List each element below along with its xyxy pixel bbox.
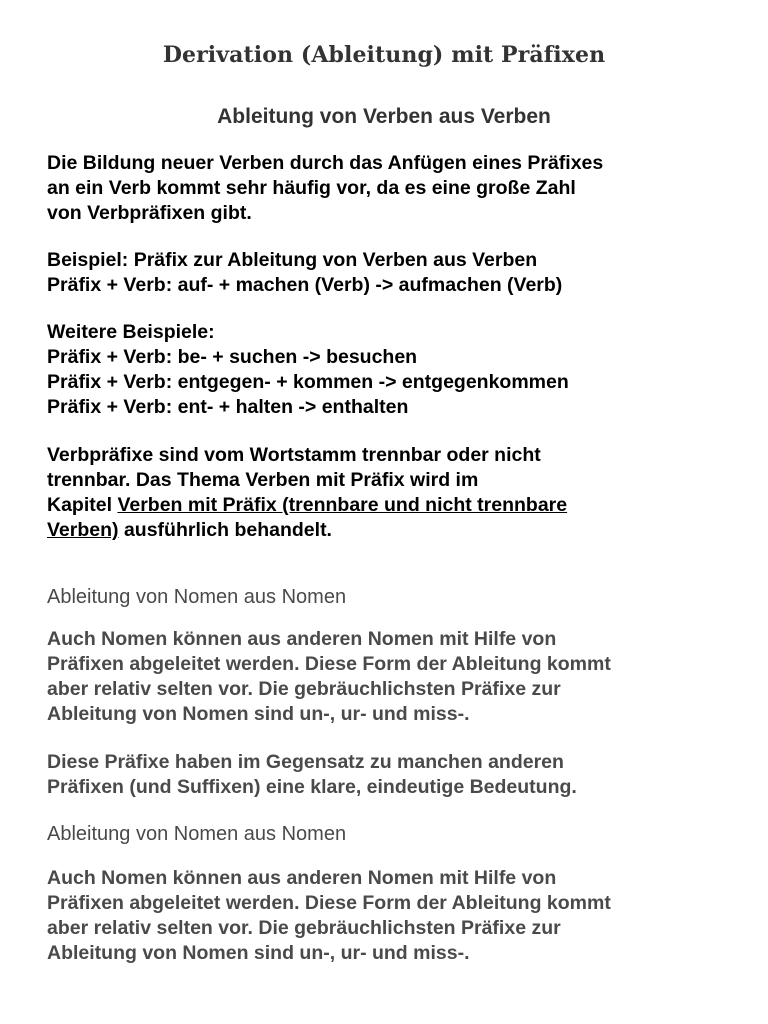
text-line: aber relativ selten vor. Die gebräuchlichsten Präfixe zur [47,917,561,939]
text-line: Präfixen (und Suffixen) eine klare, eindeutige Bedeutung. [47,776,577,798]
separable-paragraph [47,443,737,543]
text-line: Verbpräfixe sind vom Wortstamm trennbar oder nicht [47,444,541,466]
chapter-link-part1[interactable]: Verben mit Präfix (trennbare und nicht trennbare [117,494,568,516]
page-title: Derivation (Ableitung) mit Präfixen [162,42,606,68]
section-heading-nomen-1: Ableitung von Nomen aus Nomen [47,586,347,608]
text-line: Auch Nomen können aus anderen Nomen mit Hilfe von [47,867,557,889]
text-line [47,518,737,543]
text-line: Weitere Beispiele: [47,321,215,343]
section-heading-nomen-2: Ableitung von Nomen aus Nomen [47,823,347,845]
text-line: Präfix + Verb: be- + suchen -> besuchen [47,346,418,368]
text-line: Die Bildung neuer Verben durch das Anfügen eines Präfixes [47,152,604,174]
text-line: Präfix + Verb: ent- + halten -> enthalten [47,396,409,418]
chapter-link-part2[interactable]: Verben) [47,519,119,541]
text-line: aber relativ selten vor. Die gebräuchlichsten Präfixe zur [47,678,561,700]
text-line: Präfix + Verb: auf- + machen (Verb) -> aufmachen (Verb) [47,274,563,296]
text-line: von Verbpräfixen gibt. [47,202,252,224]
example-paragraph [47,248,737,298]
text-line: Präfixen abgeleitet werden. Diese Form der Ableitung kommt [47,892,611,914]
text-line: Auch Nomen können aus anderen Nomen mit Hilfe von [47,628,557,650]
meaning-paragraph [47,750,737,800]
text-line: Präfixen abgeleitet werden. Diese Form der Ableitung kommt [47,653,611,675]
text-line: Ableitung von Nomen sind un-, ur- und miss-. [47,942,470,964]
intro-paragraph [47,151,737,226]
text-fragment: ausführlich behandelt. [118,519,332,541]
more-examples-paragraph [47,320,737,420]
text-line [47,493,737,518]
text-line: Ableitung von Nomen sind un-, ur- und miss-. [47,703,470,725]
text-fragment: Kapitel [47,494,118,516]
nomen-paragraph-2 [47,866,737,966]
text-line: Diese Präfixe haben im Gegensatz zu manchen anderen [47,751,564,773]
nomen-paragraph-1 [47,627,737,727]
text-line: trennbar. Das Thema Verben mit Präfix wird im [47,469,479,491]
section-heading-verben: Ableitung von Verben aus Verben [217,105,551,128]
text-line: an ein Verb kommt sehr häufig vor, da es eine große Zahl [47,177,576,199]
text-line: Beispiel: Präfix zur Ableitung von Verben aus Verben [47,249,538,271]
text-line: Präfix + Verb: entgegen- + kommen -> entgegenkommen [47,371,569,393]
